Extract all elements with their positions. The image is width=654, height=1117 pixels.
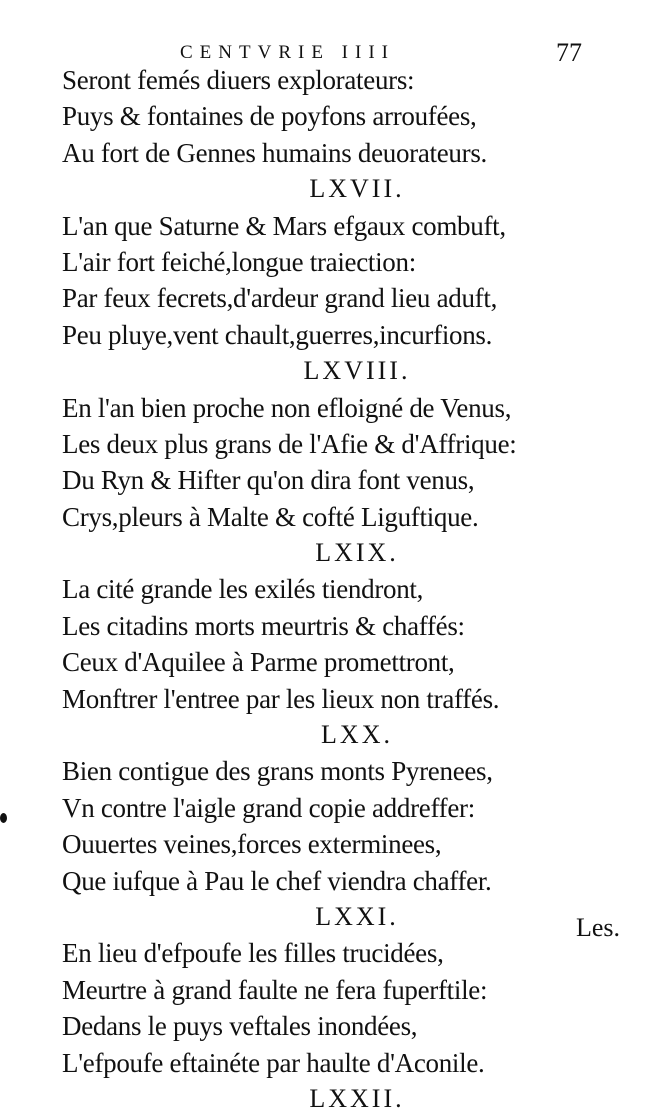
verse-line: Les citadins morts meurtris & chaffés: — [62, 610, 465, 641]
running-title: CENTVRIE IIII — [180, 42, 395, 63]
verse-line: Par feux fecrets,d'ardeur grand lieu aduft, — [62, 283, 498, 314]
verse-line: Vn contre l'aigle grand copie addreffer: — [62, 792, 475, 823]
quatrain-number: LXXI. — [315, 901, 399, 931]
page-number: 77 — [556, 38, 582, 67]
verse-line: Au fort de Gennes humains deuorateurs. — [62, 137, 487, 168]
verse-line: Ouuertes veines,forces exterminees, — [62, 829, 442, 860]
verse-line: En lieu d'efpoufe les filles trucidées, — [62, 938, 444, 969]
verse-text — [62, 62, 582, 1117]
verse-line: Monftrer l'entree par les lieux non traffés. — [62, 683, 500, 714]
catchword: Les. — [576, 913, 621, 942]
verse-line: Les deux plus grans de l'Afie & d'Affrique: — [62, 428, 517, 459]
margin-ink-mark — [0, 813, 7, 823]
quatrain-number: LXVIII. — [303, 356, 411, 386]
verse-line: Que iufque à Pau le chef viendra chaffer. — [62, 865, 492, 896]
verse-line: L'air fort feiché,longue traiection: — [62, 246, 416, 277]
verse-line: Ceux d'Aquilee à Parme promettront, — [62, 647, 455, 678]
verse-line: En l'an bien proche non efloigné de Venus, — [62, 392, 512, 423]
verse-line: Puys & fontaines de poyfons arroufées, — [62, 101, 477, 132]
quatrain-number: LXX. — [321, 720, 393, 750]
verse-line: Meurtre à grand faulte ne fera fuperftile: — [62, 974, 488, 1005]
verse-line: Seront femés diuers explorateurs: — [62, 65, 415, 95]
verse-line: Peu pluye,vent chault,guerres,incurfions. — [62, 319, 493, 350]
quatrain-number: LXVII. — [309, 174, 405, 204]
verse-line: L'efpoufe eftainéte par haulte d'Aconile. — [62, 1047, 485, 1078]
verse-line: L'an que Saturne & Mars efgaux combuft, — [62, 210, 506, 241]
quatrain-number: LXXII. — [309, 1083, 405, 1113]
verse-line: Crys,pleurs à Malte & cofté Liguftique. — [62, 501, 479, 532]
verse-line: Du Ryn & Hifter qu'on dira font venus, — [62, 465, 475, 496]
verse-line: Dedans le puys veftales inondées, — [62, 1011, 418, 1042]
verse-line: Bien contigue des grans monts Pyrenees, — [62, 756, 493, 787]
quatrain-number: LXIX. — [315, 538, 399, 568]
verse-line: La cité grande les exilés tiendront, — [62, 574, 424, 605]
